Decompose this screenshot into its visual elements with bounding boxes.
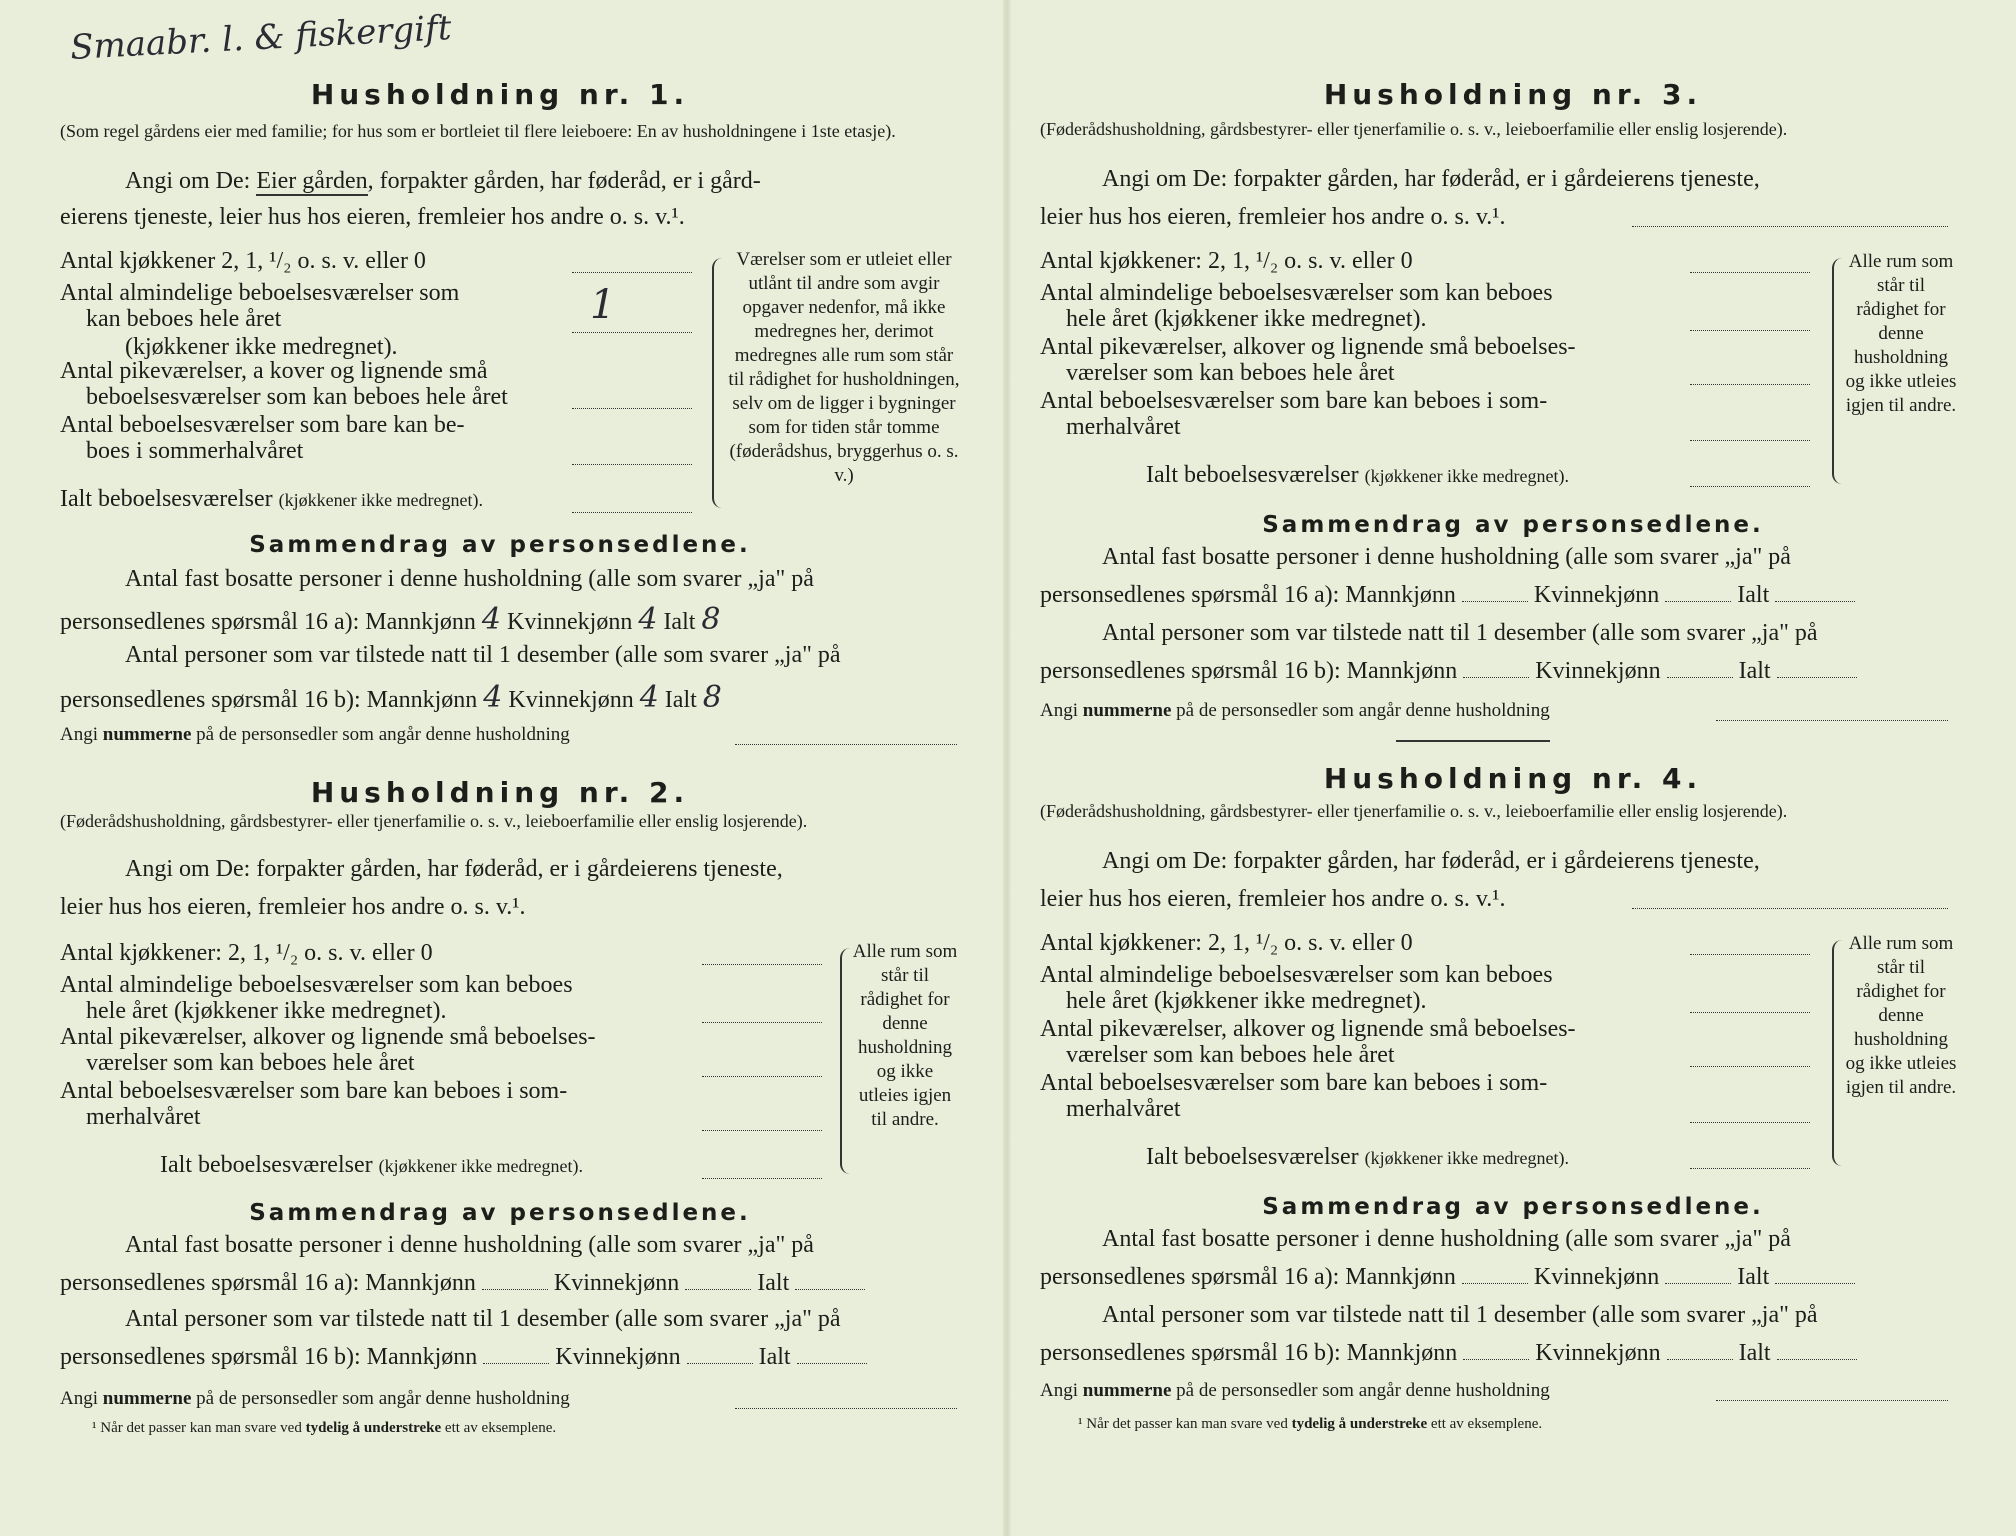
h4-note: (Føderådshusholdning, gårdsbestyrer- eller tjenerfamilie o. s. v., leieboerfamilie eller enslig losjerende). — [1040, 801, 1788, 821]
h3-alm-1: Antal almindelige beboelsesværelser som kan beboes — [1040, 280, 1553, 306]
h3-tilst-2 — [1040, 658, 1857, 685]
h4-tilst-2 — [1040, 1340, 1857, 1367]
h1-side-note: Værelser som er utleiet eller utlånt til andre som avgir opgaver nedenfor, må ikke medregnes her, derimot medregnes alle rum som står til rådighet for husholdningen, selv om de ligger i bygninger som for tiden står tomme (føderådshus, bryggerhus o. s. v.) — [728, 249, 960, 486]
h3-ialt-note: (kjøkkener ikke medregnet). — [1364, 466, 1570, 486]
h4-kjokkener: Antal kjøkkener: 2, 1, ¹/₂ o. s. v. eller 0 — [1040, 930, 1413, 956]
h2-fast-mann-field[interactable] — [482, 1287, 548, 1290]
h1-summary-title: Sammendrag av personsedlene. — [249, 532, 751, 558]
h4-nummerne — [1040, 1380, 1550, 1402]
h4-nummerne-b: nummerne — [1082, 1380, 1172, 1401]
h2-tilst-2 — [60, 1344, 867, 1371]
h3-tilst-label: personsedlenes spørsmål 16 b): Mannkjønn — [1040, 658, 1458, 684]
h4-ialt-note: (kjøkkener ikke medregnet). — [1364, 1148, 1570, 1168]
h1-fast-2 — [60, 602, 721, 637]
h1-somm-2: boes i sommerhalvåret — [86, 438, 304, 464]
h4-somm-1: Antal beboelsesværelser som bare kan beboes i som- — [1040, 1070, 1548, 1096]
h4-tilst-kvinne-label: Kvinnekjønn — [1535, 1340, 1661, 1366]
h4-nummerne-a: Angi — [1040, 1380, 1078, 1401]
h3-tilst-mann-field[interactable] — [1463, 675, 1529, 678]
h3-somm-2: merhalvåret — [1066, 414, 1181, 440]
h3-tilst-kvinne-label: Kvinnekjønn — [1535, 658, 1661, 684]
h4-pike-1: Antal pikeværelser, alkover og lignende små beboelses- — [1040, 1016, 1576, 1042]
h3-fast-mann-field[interactable] — [1462, 599, 1528, 602]
h3-angi-1: Angi om De: forpakter gården, har føderåd, er i gårdeierens tjeneste, — [1102, 166, 1760, 192]
h4-angi-field[interactable] — [1632, 906, 1948, 909]
h4-tilst-mann-field[interactable] — [1463, 1357, 1529, 1360]
h1-somm-field[interactable] — [572, 462, 692, 465]
h2-ialt — [160, 1152, 583, 1179]
h3-alm-field[interactable] — [1690, 328, 1810, 331]
h2-angi-2: leier hus hos eieren, fremleier hos andre o. s. v.¹. — [60, 894, 526, 920]
h2-tilst-1: Antal personer som var tilstede natt til 1 desember (alle som svarer „ja" på — [125, 1306, 841, 1332]
h3-note: (Føderådshusholdning, gårdsbestyrer- eller tjenerfamilie o. s. v., leieboerfamilie eller enslig losjerende). — [1040, 119, 1788, 139]
h2-pike-1: Antal pikeværelser, alkover og lignende små beboelses- — [60, 1024, 596, 1050]
right-page — [1010, 0, 2016, 1536]
h4-fast-ialt-field[interactable] — [1775, 1281, 1855, 1284]
left-footnote — [92, 1420, 556, 1437]
h3-fast-ialt-label: Ialt — [1737, 582, 1770, 608]
h2-fast-ialt-label: Ialt — [757, 1270, 790, 1296]
h4-fast-1: Antal fast bosatte personer i denne husholdning (alle som svarer „ja" på — [1102, 1226, 1791, 1252]
h2-nummerne — [60, 1388, 570, 1410]
h2-somm-1: Antal beboelsesværelser som bare kan beboes i som- — [60, 1078, 568, 1104]
h2-ialt-field[interactable] — [702, 1176, 822, 1179]
h2-nummerne-b: nummerne — [102, 1388, 192, 1409]
h4-somm-2: merhalvåret — [1066, 1096, 1181, 1122]
h3-ialt-field[interactable] — [1690, 484, 1810, 487]
h1-ialt — [60, 486, 483, 513]
h1-angi-label: Angi om De: — [125, 168, 251, 194]
h3-angi-field[interactable] — [1632, 224, 1948, 227]
left-footnote-c: ett av eksemplene. — [444, 1420, 557, 1436]
h1-fast-1: Antal fast bosatte personer i denne husholdning (alle som svarer „ja" på — [125, 566, 814, 592]
right-footnote-a: ¹ Når det passer kan man svare ved — [1078, 1416, 1288, 1432]
h1-kjokkener-field[interactable] — [572, 270, 692, 273]
h4-fast-label: personsedlenes spørsmål 16 a): Mannkjønn — [1040, 1264, 1456, 1290]
h1-alm-2: kan beboes hele året — [86, 306, 282, 332]
h4-ialt — [1146, 1144, 1569, 1171]
h2-tilst-kvinne-field[interactable] — [687, 1361, 753, 1364]
separator-line — [1396, 740, 1550, 742]
h1-fast-kvinne: 4 — [638, 602, 658, 637]
h3-pike-1: Antal pikeværelser, alkover og lignende små beboelses- — [1040, 334, 1576, 360]
h3-nummerne — [1040, 700, 1550, 722]
h4-fast-kvinne-field[interactable] — [1665, 1281, 1731, 1284]
h3-somm-1: Antal beboelsesværelser som bare kan beboes i som- — [1040, 388, 1548, 414]
h2-fast-1: Antal fast bosatte personer i denne husholdning (alle som svarer „ja" på — [125, 1232, 814, 1258]
h3-angi-2: leier hus hos eieren, fremleier hos andre o. s. v.¹. — [1040, 204, 1506, 230]
h4-nummerne-field[interactable] — [1716, 1398, 1948, 1401]
h1-ialt-label: Ialt beboelsesværelser — [60, 486, 273, 512]
h2-title: Husholdning nr. 2. — [310, 776, 690, 809]
h2-fast-kvinne-field[interactable] — [685, 1287, 751, 1290]
h4-somm-field[interactable] — [1690, 1120, 1810, 1123]
h1-alm-1: Antal almindelige beboelsesværelser som — [60, 280, 460, 306]
h2-note: (Føderådshusholdning, gårdsbestyrer- eller tjenerfamilie o. s. v., leieboerfamilie eller enslig losjerende). — [60, 811, 808, 831]
h3-fast-label: personsedlenes spørsmål 16 a): Mannkjønn — [1040, 582, 1456, 608]
h2-somm-field[interactable] — [702, 1128, 822, 1131]
h4-angi-1: Angi om De: forpakter gården, har føderåd, er i gårdeierens tjeneste, — [1102, 848, 1760, 874]
h4-side-note: Alle rum som står til rådighet for denne husholdning og ikke utleies igjen til andre. — [1845, 933, 1957, 1098]
h3-tilst-ialt-label: Ialt — [1738, 658, 1771, 684]
h2-somm-2: merhalvåret — [86, 1104, 201, 1130]
right-footnote-b: tydelig å understreke — [1291, 1416, 1428, 1432]
h1-tilst-2 — [60, 680, 722, 715]
h3-pike-2: værelser som kan beboes hele året — [1066, 360, 1395, 386]
h4-tilst-kvinne-field[interactable] — [1667, 1357, 1733, 1360]
h2-kjokkener-field[interactable] — [702, 962, 822, 965]
h3-ialt-label: Ialt beboelsesværelser — [1146, 462, 1359, 488]
h1-tilst-ialt-label: Ialt — [664, 687, 697, 713]
h1-nummerne-b: nummerne — [102, 724, 192, 745]
h4-nummerne-c: på de personsedler som angår denne husholdning — [1176, 1380, 1550, 1401]
h1-tilst-kvinne: 4 — [639, 680, 659, 715]
h2-tilst-label: personsedlenes spørsmål 16 b): Mannkjønn — [60, 1344, 478, 1370]
h2-fast-label: personsedlenes spørsmål 16 a): Mannkjønn — [60, 1270, 476, 1296]
h1-somm-1: Antal beboelsesværelser som bare kan be- — [60, 412, 465, 438]
h3-tilst-kvinne-field[interactable] — [1667, 675, 1733, 678]
h2-ialt-note: (kjøkkener ikke medregnet). — [378, 1156, 584, 1176]
right-footnote — [1078, 1416, 1542, 1433]
h4-tilst-1: Antal personer som var tilstede natt til 1 desember (alle som svarer „ja" på — [1102, 1302, 1818, 1328]
h4-ialt-label: Ialt beboelsesværelser — [1146, 1144, 1359, 1170]
h4-alm-1: Antal almindelige beboelsesværelser som kan beboes — [1040, 962, 1553, 988]
h2-tilst-mann-field[interactable] — [483, 1361, 549, 1364]
h1-pike-1: Antal pikeværelser, a kover og lignende små — [60, 358, 488, 384]
h3-fast-1: Antal fast bosatte personer i denne husholdning (alle som svarer „ja" på — [1102, 544, 1791, 570]
h1-angi-rest: , forpakter gården, har føderåd, er i gård- — [367, 168, 761, 194]
h1-brace — [712, 258, 726, 508]
h4-angi-2: leier hus hos eieren, fremleier hos andre o. s. v.¹. — [1040, 886, 1506, 912]
h2-tilst-ialt-label: Ialt — [758, 1344, 791, 1370]
h4-ialt-field[interactable] — [1690, 1166, 1810, 1169]
h1-nummerne-a: Angi — [60, 724, 98, 745]
h1-tilst-1: Antal personer som var tilstede natt til 1 desember (alle som svarer „ja" på — [125, 642, 841, 668]
h1-nummerne-c: på de personsedler som angår denne husholdning — [196, 724, 570, 745]
h1-tilst-kvinne-label: Kvinnekjønn — [508, 687, 634, 713]
h3-summary-title: Sammendrag av personsedlene. — [1262, 512, 1764, 538]
h4-fast-ialt-label: Ialt — [1737, 1264, 1770, 1290]
h1-angi-choice: Eier gården — [256, 168, 368, 194]
h1-tilst-label: personsedlenes spørsmål 16 b): Mannkjønn — [60, 687, 478, 713]
h2-pike-field[interactable] — [702, 1074, 822, 1077]
h2-nummerne-field[interactable] — [735, 1406, 957, 1409]
h2-pike-2: værelser som kan beboes hele året — [86, 1050, 415, 1076]
h1-tilst-ialt: 8 — [702, 680, 722, 715]
h2-angi-1: Angi om De: forpakter gården, har føderåd, er i gårdeierens tjeneste, — [125, 856, 783, 882]
left-footnote-b: tydelig å understreke — [305, 1420, 442, 1436]
h1-fast-ialt-label: Ialt — [663, 609, 696, 635]
h1-pike-field[interactable] — [572, 406, 692, 409]
h1-ialt-field[interactable] — [572, 510, 692, 513]
h4-tilst-ialt-label: Ialt — [1738, 1340, 1771, 1366]
h3-fast-2 — [1040, 582, 1855, 609]
h2-tilst-kvinne-label: Kvinnekjønn — [555, 1344, 681, 1370]
h3-tilst-ialt-field[interactable] — [1777, 675, 1857, 678]
h2-tilst-ialt-field[interactable] — [797, 1361, 867, 1364]
h2-fast-kvinne-label: Kvinnekjønn — [553, 1270, 680, 1296]
h3-alm-2: hele året (kjøkkener ikke medregnet). — [1066, 306, 1427, 332]
h1-fast-kvinne-label: Kvinnekjønn — [507, 609, 633, 635]
handwritten-header: Smaabr. l. & fiskergift — [69, 8, 453, 68]
h3-ialt — [1146, 462, 1569, 489]
h3-nummerne-a: Angi — [1040, 700, 1078, 721]
h4-pike-2: værelser som kan beboes hele året — [1066, 1042, 1395, 1068]
h3-side-note: Alle rum som står til rådighet for denne husholdning og ikke utleies igjen til andre. — [1845, 251, 1957, 416]
h1-ialt-note: (kjøkkener ikke medregnet). — [278, 490, 484, 510]
h1-pike-2: beboelsesværelser som kan beboes hele året — [86, 384, 508, 410]
h3-nummerne-field[interactable] — [1716, 718, 1948, 721]
h4-summary-title: Sammendrag av personsedlene. — [1262, 1194, 1764, 1220]
h1-kjokkener: Antal kjøkkener 2, 1, ¹/₂ o. s. v. eller 0 — [60, 248, 426, 274]
h1-nummerne — [60, 724, 570, 746]
left-page — [0, 0, 1000, 1536]
h4-tilst-ialt-field[interactable] — [1777, 1357, 1857, 1360]
h3-somm-field[interactable] — [1690, 438, 1810, 441]
h1-note: (Som regel gårdens eier med familie; for hus som er bortleiet til flere leieboere: En av husholdningene i 1ste etasje). — [60, 121, 896, 141]
h2-side-note: Alle rum som står til rådighet for denne husholdning og ikke utleies igjen til andre. — [852, 941, 958, 1130]
h3-pike-field[interactable] — [1690, 382, 1810, 385]
h1-angi-line1 — [125, 168, 761, 195]
h2-alm-1: Antal almindelige beboelsesværelser som kan beboes — [60, 972, 573, 998]
h3-kjokkener: Antal kjøkkener: 2, 1, ¹/₂ o. s. v. eller 0 — [1040, 248, 1413, 274]
h4-title: Husholdning nr. 4. — [1323, 762, 1703, 795]
h2-kjokkener: Antal kjøkkener: 2, 1, ¹/₂ o. s. v. eller 0 — [60, 940, 433, 966]
h4-tilst-label: personsedlenes spørsmål 16 b): Mannkjønn — [1040, 1340, 1458, 1366]
h4-kjokkener-field[interactable] — [1690, 952, 1810, 955]
h3-fast-ialt-field[interactable] — [1775, 599, 1855, 602]
h2-summary-title: Sammendrag av personsedlene. — [249, 1200, 751, 1226]
h2-fast-ialt-field[interactable] — [795, 1287, 865, 1290]
h1-fast-label: personsedlenes spørsmål 16 a): Mannkjønn — [60, 609, 476, 635]
h2-ialt-label: Ialt beboelsesværelser — [160, 1152, 373, 1178]
h3-fast-kvinne-label: Kvinnekjønn — [1533, 582, 1660, 608]
h1-nummerne-field[interactable] — [735, 742, 957, 745]
h3-title: Husholdning nr. 3. — [1323, 78, 1703, 111]
h3-kjokkener-field[interactable] — [1690, 270, 1810, 273]
left-footnote-a: ¹ Når det passer kan man svare ved — [92, 1420, 302, 1436]
h4-pike-field[interactable] — [1690, 1064, 1810, 1067]
h4-fast-mann-field[interactable] — [1462, 1281, 1528, 1284]
h3-nummerne-c: på de personsedler som angår denne husholdning — [1176, 700, 1550, 721]
h4-fast-2 — [1040, 1264, 1855, 1291]
h2-nummerne-a: Angi — [60, 1388, 98, 1409]
h2-nummerne-c: på de personsedler som angår denne husholdning — [196, 1388, 570, 1409]
h1-fast-mann: 4 — [481, 602, 502, 637]
h1-alm-value: 1 — [590, 282, 616, 328]
h4-alm-2: hele året (kjøkkener ikke medregnet). — [1066, 988, 1427, 1014]
h3-tilst-1: Antal personer som var tilstede natt til 1 desember (alle som svarer „ja" på — [1102, 620, 1818, 646]
h3-nummerne-b: nummerne — [1082, 700, 1172, 721]
h2-fast-2 — [60, 1270, 865, 1297]
h1-fast-ialt: 8 — [701, 602, 721, 637]
right-footnote-c: ett av eksemplene. — [1430, 1416, 1543, 1432]
h1-alm-field[interactable] — [572, 330, 692, 333]
h4-fast-kvinne-label: Kvinnekjønn — [1533, 1264, 1660, 1290]
h4-alm-field[interactable] — [1690, 1010, 1810, 1013]
h2-alm-field[interactable] — [702, 1020, 822, 1023]
h1-title: Husholdning nr. 1. — [310, 78, 690, 111]
h1-angi-line2: eierens tjeneste, leier hus hos eieren, fremleier hos andre o. s. v.¹. — [60, 204, 685, 230]
h1-tilst-mann: 4 — [483, 680, 503, 715]
h1-alm-3: (kjøkkener ikke medregnet). — [125, 334, 398, 360]
h3-fast-kvinne-field[interactable] — [1665, 599, 1731, 602]
h2-alm-2: hele året (kjøkkener ikke medregnet). — [86, 998, 447, 1024]
